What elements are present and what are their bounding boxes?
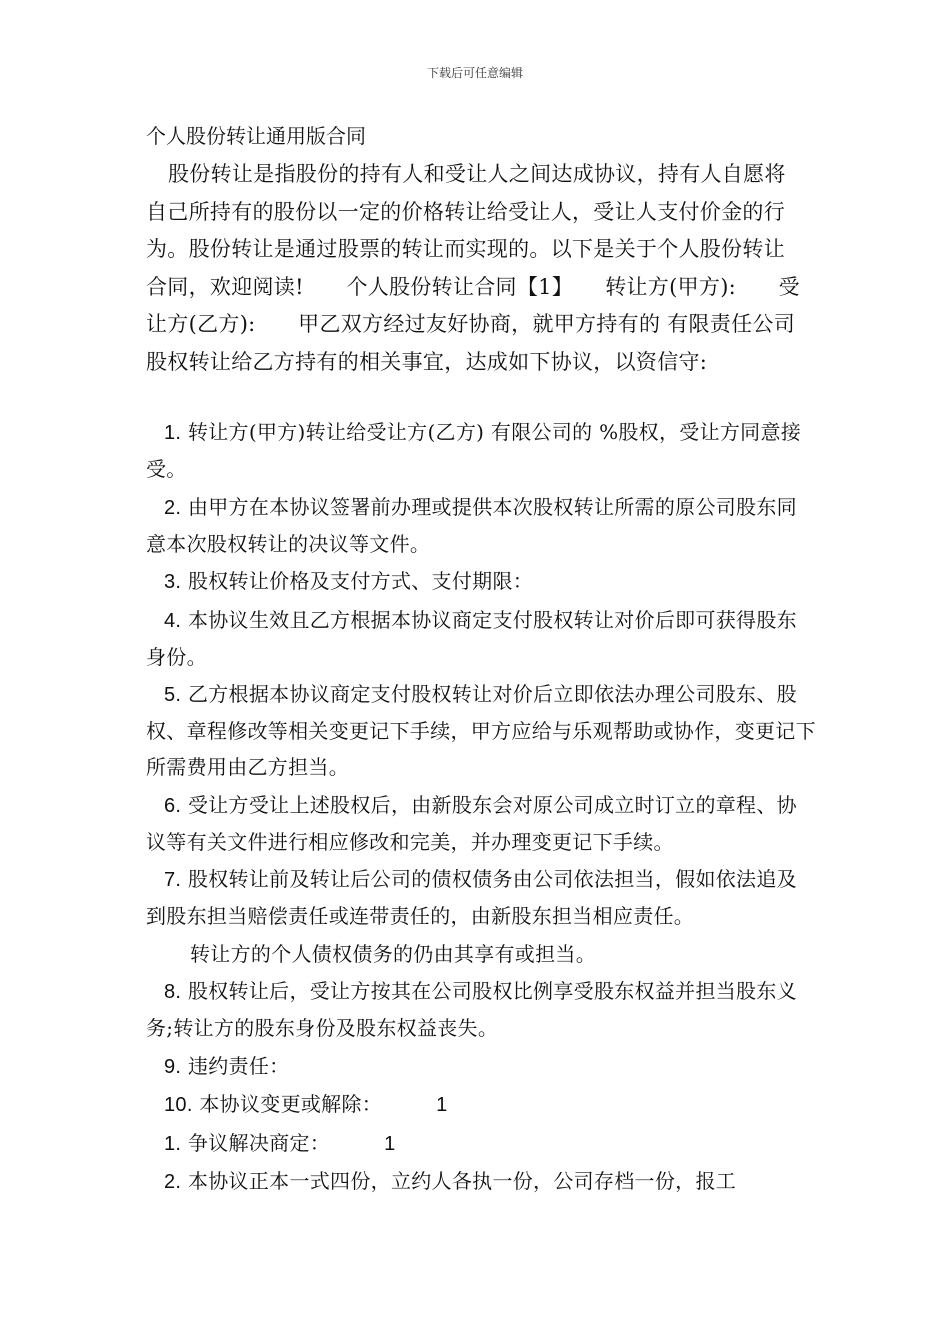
clause-item — [146, 1163, 816, 1200]
clause-item — [146, 414, 816, 487]
clause-tail-number: 1 — [436, 1094, 448, 1116]
clause-number: 6. — [164, 794, 182, 817]
clause-number: 2. — [164, 496, 182, 519]
clause-text: 转让方(甲方)转让给受让方(乙方) 有限公司的 %股权，受让方同意接受。 — [146, 420, 802, 481]
clause-item — [146, 563, 816, 600]
clause-item — [146, 1048, 816, 1085]
clause-number: 1. — [164, 422, 182, 444]
clause-number: 7. — [164, 869, 182, 891]
clause-text: 股权转让后，受让方按其在公司股权比例享受股东权益并担当股东义务;转让方的股东身份及股东权益丧失。 — [146, 979, 797, 1040]
clause-number: 4. — [164, 609, 182, 632]
clause-text: 乙方根据本协议商定支付股权转让对价后立即依法办理公司股东、股权、章程修改等相关变更记下手续，甲方应给与乐观帮助或协作，变更记下所需费用由乙方担当。 — [146, 682, 816, 779]
clause-text: 本协议正本一式四份，立约人各执一份，公司存档一份，报工 — [187, 1169, 737, 1193]
clause-item — [146, 787, 816, 860]
clause-item — [146, 676, 816, 785]
clause-text: 本协议生效且乙方根据本协议商定支付股权转让对价后即可获得股东身份。 — [146, 607, 797, 669]
clause-item — [146, 973, 816, 1046]
clause-item — [146, 1125, 816, 1162]
clause-text: 本协议变更或解除： — [199, 1092, 383, 1116]
clause-number: 2. — [164, 1171, 182, 1193]
clause-number: 9. — [164, 1055, 182, 1078]
clause-text: 股权转让前及转让后公司的债权债务由公司依法担当，假如依法追及到股东担当赔偿责任或连带责任的，由新股东担当相应责任。 — [146, 867, 797, 928]
clause-number: 1. — [164, 1132, 182, 1155]
clause-subparagraph: 转让方的个人债权债务的仍由其享有或担当。 — [190, 941, 596, 966]
clause-item — [146, 1086, 816, 1123]
clause-text: 股权转让价格及支付方式、支付期限： — [187, 569, 534, 593]
clause-item — [146, 861, 816, 934]
document-title: 个人股份转让通用版合同 — [146, 124, 366, 148]
page-header-note: 下载后可任意编辑 — [426, 66, 523, 80]
intro-paragraph: 股份转让是指股份的持有人和受让人之间达成协议，持有人自愿将自己所持有的股份以一定的价格转让给受让人，受让人支付价金的行为。股份转让是通过股票的转让而实现的。以下是关于个人股份转让合同，欢迎阅读! 个人股份转让合同【1】 转让方(甲方): 受让方(乙方): 甲乙双方经过友好协商，就甲方持有的 有限责任公司股权转让给乙方持有的相关事宜，达成如下协议，以资信守: — [146, 162, 800, 374]
clause-text: 受让方受让上述股权后，由新股东会对原公司成立时订立的章程、协议等有关文件进行相应修改和完美，并办理变更记下手续。 — [146, 792, 797, 854]
clause-text: 争议解决商定： — [187, 1130, 331, 1155]
clause-text: 违约责任： — [187, 1053, 290, 1078]
clause-number: 10. — [164, 1094, 193, 1116]
clause-number: 5. — [164, 684, 182, 706]
clause-item — [146, 489, 816, 562]
clause-number: 3. — [164, 571, 182, 593]
clause-tail-number: 1 — [384, 1132, 396, 1155]
clause-item — [146, 602, 816, 675]
clause-text: 由甲方在本协议签署前办理或提供本次股权转让所需的原公司股东同意本次股权转让的决议等文件。 — [146, 494, 797, 556]
clause-number: 8. — [164, 981, 182, 1003]
clause-list — [146, 414, 816, 1202]
